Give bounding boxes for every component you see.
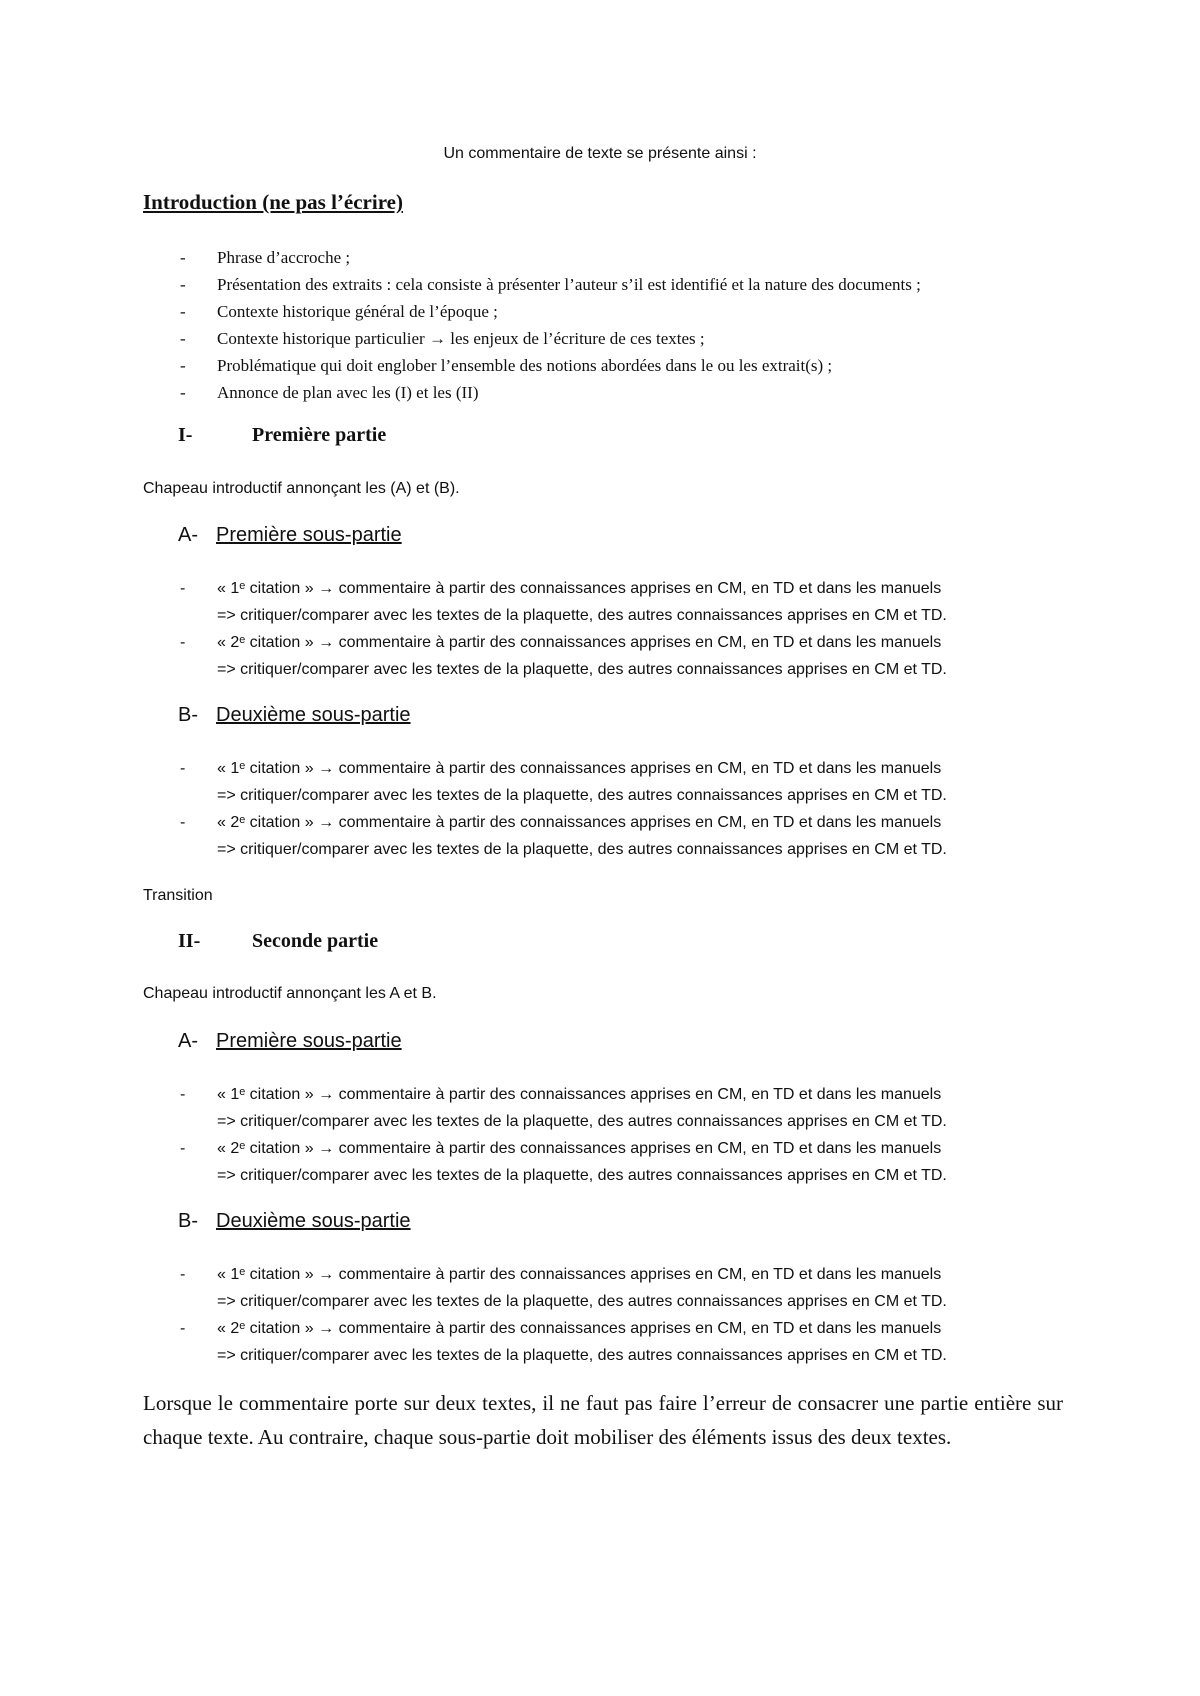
part1-subA-list — [143, 575, 1073, 683]
part1-heading — [178, 424, 386, 447]
part2-heading — [178, 930, 378, 953]
list-item — [143, 755, 1073, 809]
list-item — [143, 271, 921, 298]
document-title: Un commentaire de texte se présente ainsi : — [443, 145, 757, 162]
part2-subA-letter: A- — [178, 1030, 198, 1052]
part1-subB-letter: B- — [178, 704, 198, 726]
citation-follow-line: => critiquer/comparer avec les textes de la plaquette, des autres connaissances apprises en CM et TD. — [217, 1347, 947, 1364]
bullet-dash: - — [180, 383, 186, 402]
citation-line: « 1ᵉ citation » → commentaire à partir des connaissances apprises en CM, en TD et dans les manuels — [217, 760, 942, 777]
part2-subA-heading — [178, 1030, 402, 1053]
bullet-dash: - — [180, 275, 186, 294]
intro-item-text: Phrase d’accroche ; — [217, 248, 351, 267]
part2-subB-title: Deuxième sous-partie — [216, 1210, 411, 1232]
citation-follow-line: => critiquer/comparer avec les textes de la plaquette, des autres connaissances apprises en CM et TD. — [217, 1293, 947, 1310]
part1-chapeau: Chapeau introductif annonçant les (A) et (B). — [143, 480, 460, 497]
part2-number: II- — [178, 930, 201, 952]
citation-follow-line: => critiquer/comparer avec les textes de la plaquette, des autres connaissances apprises en CM et TD. — [217, 1167, 947, 1184]
bullet-dash: - — [180, 302, 186, 321]
list-item — [143, 298, 921, 325]
list-item — [143, 244, 921, 271]
part2-title: Seconde partie — [252, 930, 379, 952]
conclusion-paragraph: Lorsque le commentaire porte sur deux textes, il ne faut pas faire l’erreur de consacrer une partie entière sur chaque texte. Au contraire, chaque sous-partie doit mobiliser des éléments issus des deux textes. — [143, 1391, 1063, 1449]
part1-subA-letter: A- — [178, 524, 198, 546]
citation-follow-line: => critiquer/comparer avec les textes de la plaquette, des autres connaissances apprises en CM et TD. — [217, 787, 947, 804]
bullet-dash: - — [180, 1140, 186, 1157]
list-item — [143, 809, 1073, 863]
citation-line: « 1ᵉ citation » → commentaire à partir des connaissances apprises en CM, en TD et dans les manuels — [217, 580, 942, 597]
bullet-dash: - — [180, 1320, 186, 1337]
part2-subA-list — [143, 1081, 1073, 1189]
part2-subB-list — [143, 1261, 1073, 1369]
intro-heading: Introduction (ne pas l’écrire) — [143, 190, 403, 214]
bullet-dash: - — [180, 580, 186, 597]
bullet-dash: - — [180, 1266, 186, 1283]
bullet-dash: - — [180, 329, 186, 348]
citation-follow-line: => critiquer/comparer avec les textes de la plaquette, des autres connaissances apprises en CM et TD. — [217, 607, 947, 624]
bullet-dash: - — [180, 634, 186, 651]
citation-line: « 2ᵉ citation » → commentaire à partir des connaissances apprises en CM, en TD et dans les manuels — [217, 1140, 942, 1157]
citation-line: « 2ᵉ citation » → commentaire à partir des connaissances apprises en CM, en TD et dans les manuels — [217, 634, 942, 651]
bullet-dash: - — [180, 248, 186, 267]
part1-title: Première partie — [252, 424, 387, 446]
citation-line: « 2ᵉ citation » → commentaire à partir des connaissances apprises en CM, en TD et dans les manuels — [217, 1320, 942, 1337]
list-item — [143, 325, 921, 352]
list-item — [143, 575, 1073, 629]
list-item — [143, 629, 1073, 683]
list-item — [143, 1135, 1073, 1189]
part2-subB-letter: B- — [178, 1210, 198, 1232]
intro-item-text: Contexte historique général de l’époque ; — [217, 302, 498, 321]
list-item — [143, 379, 921, 406]
citation-follow-line: => critiquer/comparer avec les textes de la plaquette, des autres connaissances apprises en CM et TD. — [217, 1113, 947, 1130]
list-item — [143, 1081, 1073, 1135]
list-item — [143, 1261, 1073, 1315]
bullet-dash: - — [180, 814, 186, 831]
intro-list — [143, 244, 921, 406]
part1-subA-title: Première sous-partie — [216, 524, 402, 546]
intro-item-text: Présentation des extraits : cela consiste à présenter l’auteur s’il est identifié et la nature des documents ; — [217, 275, 921, 294]
list-item — [143, 1315, 1073, 1369]
part1-subB-title: Deuxième sous-partie — [216, 704, 411, 726]
part2-subA-title: Première sous-partie — [216, 1030, 402, 1052]
intro-item-text: Contexte historique particulier → les enjeux de l’écriture de ces textes ; — [217, 329, 705, 348]
part1-subB-heading — [178, 704, 411, 727]
part2-chapeau: Chapeau introductif annonçant les A et B. — [143, 985, 437, 1002]
list-item — [143, 352, 921, 379]
intro-item-text: Annonce de plan avec les (I) et les (II) — [217, 383, 479, 402]
transition-label: Transition — [143, 887, 213, 904]
bullet-dash: - — [180, 1086, 186, 1103]
intro-item-text: Problématique qui doit englober l’ensemble des notions abordées dans le ou les extrait(s) ; — [217, 356, 833, 375]
citation-line: « 1ᵉ citation » → commentaire à partir des connaissances apprises en CM, en TD et dans les manuels — [217, 1266, 942, 1283]
part2-subB-heading — [178, 1210, 411, 1233]
citation-line: « 1ᵉ citation » → commentaire à partir des connaissances apprises en CM, en TD et dans les manuels — [217, 1086, 942, 1103]
citation-follow-line: => critiquer/comparer avec les textes de la plaquette, des autres connaissances apprises en CM et TD. — [217, 841, 947, 858]
bullet-dash: - — [180, 760, 186, 777]
part1-subA-heading — [178, 524, 402, 547]
citation-follow-line: => critiquer/comparer avec les textes de la plaquette, des autres connaissances apprises en CM et TD. — [217, 661, 947, 678]
part1-number: I- — [178, 424, 193, 446]
bullet-dash: - — [180, 356, 186, 375]
citation-line: « 2ᵉ citation » → commentaire à partir des connaissances apprises en CM, en TD et dans les manuels — [217, 814, 942, 831]
part1-subB-list — [143, 755, 1073, 863]
